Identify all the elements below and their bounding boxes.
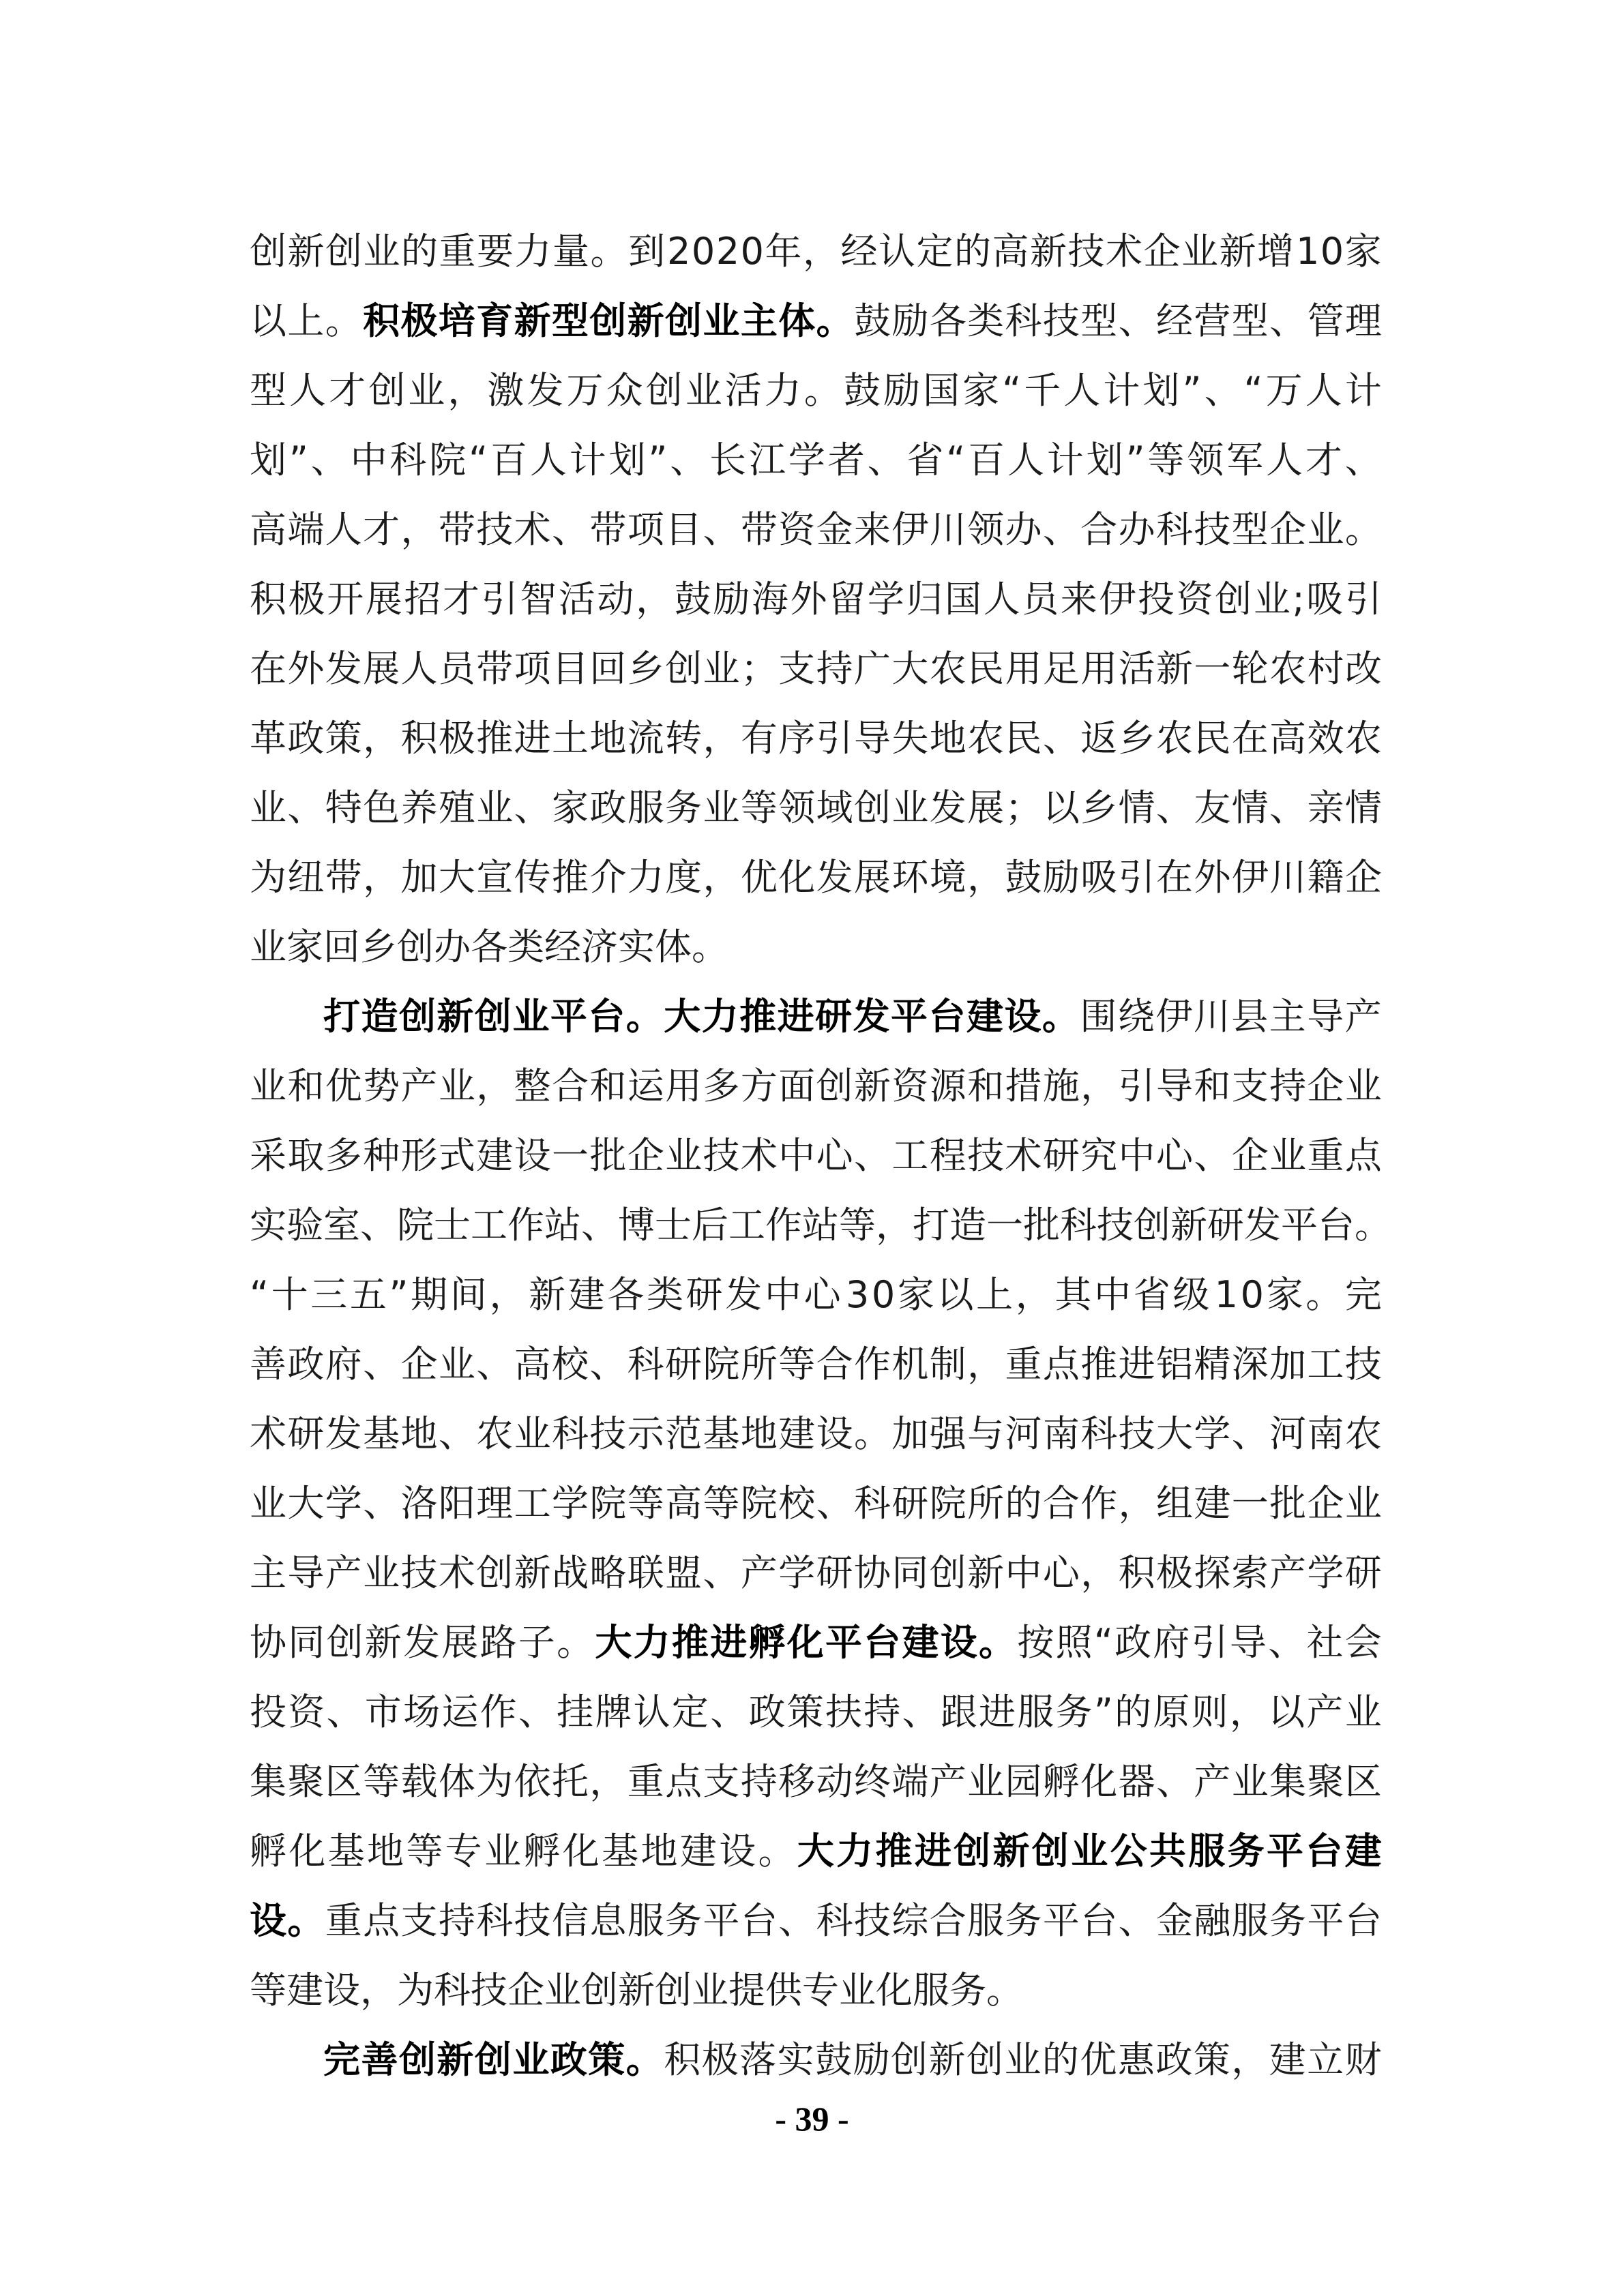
text-line: 在 外 发 展 人 员 带 项 目 回 乡 创 业 ； 支 持 广 大 农 民 用 足 用 活 新 一 轮 农 村 改 (250, 647, 1382, 690)
text-line: 业 家 回 乡 创 办 各 类 经 济 实 体 。 (250, 925, 728, 968)
text-line: 业 和 优 势 产 业 ， 整 合 和 运 用 多 方 面 创 新 资 源 和 措 施 ， 引 导 和 支 持 企 业 (250, 1064, 1382, 1107)
page-number: - 39 - (775, 2100, 849, 2138)
text-line: 等 建 设 ， 为 科 技 企 业 创 新 创 业 提 供 专 业 化 服 务 。 (250, 1969, 1023, 2012)
text-line: 高 端 人 才 ， 带 技 术 、 带 项 目 、 带 资 金 来 伊 川 领 办 、 合 办 科 技 型 企 业 。 (250, 508, 1382, 551)
text-line: 业 大 学 、 洛 阳 理 工 学 院 等 高 等 院 校 、 科 研 院 所 的 合 作 ， 组 建 一 批 企 业 (250, 1482, 1382, 1525)
text-line: 善 政 府 、 企 业 、 高 校 、 科 研 院 所 等 合 作 机 制 ， 重 点 推 进 铝 精 深 加 工 技 (250, 1343, 1382, 1386)
text-line: 投 资 、 市 场 运 作 、 挂 牌 认 定 、 政 策 扶 持 、 跟 进 服 务 ” 的 原 则 ， 以 产 业 (250, 1690, 1382, 1733)
body-text (250, 217, 1391, 2095)
text-line: 创 新 创 业 的 重 要 力 量 。 到 2 0 2 0 年 ， 经 认 定 的 高 新 技 术 企 业 新 增 1 0 家 (250, 230, 1382, 273)
text-line: 为 纽 带 ， 加 大 宣 传 推 介 力 度 ， 优 化 发 展 环 境 ， 鼓 励 吸 引 在 外 伊 川 籍 企 (250, 856, 1382, 899)
text-line: 设 。 重 点 支 持 科 技 信 息 服 务 平 台 、 科 技 综 合 服 务 平 台 、 金 融 服 务 平 台 (250, 1899, 1382, 1942)
text-line: 积 极 开 展 招 才 引 智 活 动 ， 鼓 励 海 外 留 学 归 国 人 员 来 伊 投 资 创 业 ; 吸 引 (250, 578, 1382, 621)
text-line: 集 聚 区 等 载 体 为 依 托 ， 重 点 支 持 移 动 终 端 产 业 园 孵 化 器 、 产 业 集 聚 区 (250, 1760, 1382, 1803)
text-line: 以 上 。 积 极 培 育 新 型 创 新 创 业 主 体 。 鼓 励 各 类 科 技 型 、 经 营 型 、 管 理 (250, 299, 1382, 342)
text-line: 采 取 多 种 形 式 建 设 一 批 企 业 技 术 中 心 、 工 程 技 术 研 究 中 心 、 企 业 重 点 (250, 1134, 1382, 1177)
text-line: 业 、 特 色 养 殖 业 、 家 政 服 务 业 等 领 域 创 业 发 展 ； 以 乡 情 、 友 情 、 亲 情 (250, 786, 1382, 829)
text-line: “ 十 三 五 ” 期 间 ， 新 建 各 类 研 发 中 心 3 0 家 以 上 ， 其 中 省 级 1 0 家 。 完 (250, 1273, 1382, 1316)
text-line: 型 人 才 创 业 ， 激 发 万 众 创 业 活 力 。 鼓 励 国 家 “ 千 人 计 划 ” 、 “ 万 人 计 (250, 369, 1382, 412)
text-line: 孵 化 基 地 等 专 业 孵 化 基 地 建 设 。 大 力 推 进 创 新 创 业 公 共 服 务 平 台 建 (250, 1830, 1382, 1873)
text-line: 革 政 策 ， 积 极 推 进 土 地 流 转 ， 有 序 引 导 失 地 农 民 、 返 乡 农 民 在 高 效 农 (250, 717, 1382, 760)
text-line: 完 善 创 新 创 业 政 策 。 积 极 落 实 鼓 励 创 新 创 业 的 优 惠 政 策 ， 建 立 财 (323, 2038, 1382, 2081)
text-line: 划 ” 、 中 科 院 “ 百 人 计 划 ” 、 长 江 学 者 、 省 “ 百 人 计 划 ” 等 领 军 人 才 、 (250, 438, 1382, 481)
text-line: 实 验 室 、 院 士 工 作 站 、 博 士 后 工 作 站 等 ， 打 造 一 批 科 技 创 新 研 发 平 台 。 (250, 1204, 1391, 1247)
text-line: 协 同 创 新 发 展 路 子 。 大 力 推 进 孵 化 平 台 建 设 。 按 照 “ 政 府 引 导 、 社 会 (250, 1621, 1382, 1664)
text-line: 术 研 发 基 地 、 农 业 科 技 示 范 基 地 建 设 。 加 强 与 河 南 科 技 大 学 、 河 南 农 (250, 1412, 1382, 1455)
text-line: 主 导 产 业 技 术 创 新 战 略 联 盟 、 产 学 研 协 同 创 新 中 心 ， 积 极 探 索 产 学 研 (250, 1551, 1382, 1594)
text-line: 打 造 创 新 创 业 平 台 。 大 力 推 进 研 发 平 台 建 设 。 围 绕 伊 川 县 主 导 产 (323, 995, 1382, 1038)
